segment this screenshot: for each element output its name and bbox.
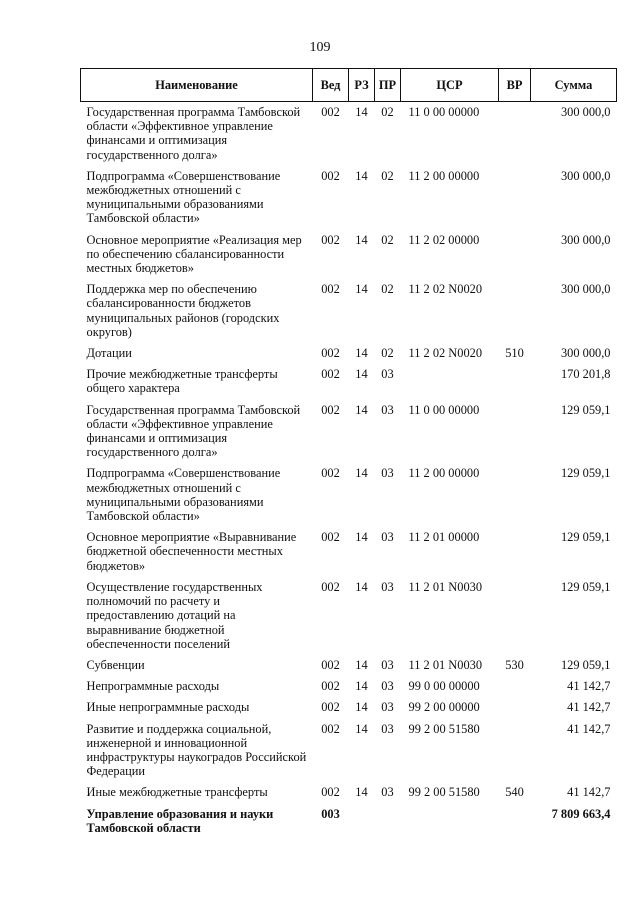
row-ved: 002 (321, 785, 340, 800)
row-vr: 540 (505, 785, 524, 800)
row-pr: 03 (381, 402, 394, 417)
table-row (81, 279, 617, 343)
row-csr: 11 0 00 00000 (408, 402, 480, 417)
row-pr: 03 (381, 721, 394, 736)
row-vr: 530 (505, 657, 524, 672)
row-rz: 14 (355, 232, 368, 247)
row-ved: 002 (321, 105, 340, 119)
page-number: 109 (309, 40, 331, 55)
row-name: Подпрограмма «Совершенствование межбюджетных отношений с муниципальными образованиями Тамбовской области» (86, 168, 281, 226)
row-ved: 002 (321, 721, 340, 736)
row-name: Осуществление государственных полномочий по расчету и предоставлению дотаций на выравнивание бюджетной обеспеченности поселений (86, 579, 263, 651)
row-pr: 02 (381, 346, 394, 361)
row-rz: 14 (355, 105, 368, 119)
row-vr (499, 230, 531, 280)
row-vr (499, 279, 531, 343)
row-sum: 300 000,0 (560, 232, 611, 247)
row-ved: 002 (321, 679, 340, 694)
row-pr: 03 (381, 367, 394, 382)
row-pr: 03 (381, 785, 394, 800)
table-row (81, 719, 617, 783)
row-rz: 14 (355, 530, 368, 545)
row-rz: 14 (355, 346, 368, 361)
row-ved: 002 (321, 657, 340, 672)
table-row (81, 166, 617, 230)
table-row (81, 230, 617, 280)
row-name: Поддержка мер по обеспечению сбалансированности бюджетов муниципальных районов (городских округов) (86, 282, 280, 339)
row-sum: 7 809 663,4 (551, 806, 611, 821)
row-name: Непрограммные расходы (86, 679, 220, 694)
row-ved: 002 (321, 346, 340, 361)
row-ved: 002 (321, 168, 340, 183)
row-name: Развитие и поддержка социальной, инженерной и инновационной инфраструктуры наукоградов Российской Федерации (86, 721, 307, 779)
row-csr (401, 364, 499, 399)
row-rz: 14 (355, 402, 368, 417)
table-row (81, 655, 617, 676)
row-vr (499, 697, 531, 718)
row-csr: 99 2 00 51580 (408, 785, 480, 800)
row-rz: 14 (355, 367, 368, 382)
row-vr (499, 463, 531, 527)
row-name: Государственная программа Тамбовской области «Эффективное управление финансами и оптимизация государственного долга» (86, 105, 301, 162)
row-ved: 002 (321, 367, 340, 382)
row-csr: 11 2 02 N0020 (408, 346, 483, 361)
table-row (81, 343, 617, 364)
row-sum: 41 142,7 (567, 700, 611, 715)
row-pr: 02 (381, 105, 394, 119)
header-rz: РЗ (349, 69, 375, 102)
row-sum: 129 059,1 (560, 657, 611, 672)
row-sum: 41 142,7 (567, 679, 611, 694)
row-rz: 14 (355, 785, 368, 800)
row-rz (349, 804, 375, 839)
table-row (81, 697, 617, 718)
row-vr (499, 577, 531, 655)
row-sum: 300 000,0 (560, 168, 611, 183)
row-sum: 129 059,1 (560, 530, 611, 545)
table-row (81, 400, 617, 464)
row-sum: 129 059,1 (560, 402, 611, 417)
row-name: Иные непрограммные расходы (86, 700, 250, 715)
table-row (81, 804, 617, 839)
row-vr (499, 719, 531, 783)
row-pr: 02 (381, 232, 394, 247)
table-row (81, 782, 617, 803)
row-sum: 129 059,1 (560, 466, 611, 481)
table-row (81, 463, 617, 527)
row-ved: 002 (321, 232, 340, 247)
row-csr: 11 2 01 N0030 (408, 657, 483, 672)
row-name: Управление образования и науки Тамбовской области (86, 806, 274, 835)
row-vr (499, 102, 531, 166)
row-sum: 170 201,8 (560, 367, 611, 382)
row-csr (401, 804, 499, 839)
header-pr: ПР (375, 69, 401, 102)
row-csr: 11 0 00 00000 (408, 105, 480, 119)
row-ved: 002 (321, 579, 340, 594)
row-name: Иные межбюджетные трансферты (86, 785, 268, 800)
row-vr (499, 804, 531, 839)
row-rz: 14 (355, 657, 368, 672)
row-vr (499, 166, 531, 230)
budget-table (80, 68, 617, 839)
row-rz: 14 (355, 466, 368, 481)
row-pr: 03 (381, 657, 394, 672)
header-ved: Вед (313, 69, 349, 102)
row-sum: 300 000,0 (560, 346, 611, 361)
row-ved: 002 (321, 466, 340, 481)
table-body (81, 102, 617, 839)
row-name: Подпрограмма «Совершенствование межбюджетных отношений с муниципальными образованиями Тамбовской области» (86, 466, 281, 524)
header-name: Наименование (81, 69, 313, 102)
row-vr (499, 364, 531, 399)
row-csr: 11 2 02 00000 (408, 232, 480, 247)
row-pr: 03 (381, 466, 394, 481)
row-sum: 41 142,7 (567, 785, 611, 800)
row-csr: 11 2 01 N0030 (408, 579, 483, 594)
row-sum: 300 000,0 (560, 282, 611, 297)
row-csr: 11 2 00 00000 (408, 466, 480, 481)
row-ved: 002 (321, 282, 340, 297)
header-vr: ВР (499, 69, 531, 102)
row-name: Государственная программа Тамбовской области «Эффективное управление финансами и оптимизация государственного долга» (86, 402, 301, 460)
table-row (81, 676, 617, 697)
row-rz: 14 (355, 168, 368, 183)
row-name: Дотации (86, 346, 132, 361)
table-header-row (81, 69, 617, 102)
table-row (81, 577, 617, 655)
header-csr: ЦСР (401, 69, 499, 102)
row-name: Основное мероприятие «Реализация мер по обеспечению сбалансированности местных бюджетов» (86, 232, 302, 276)
row-csr: 99 0 00 00000 (408, 679, 480, 694)
row-pr: 02 (381, 168, 394, 183)
row-ved: 002 (321, 530, 340, 545)
row-ved: 002 (321, 402, 340, 417)
row-pr: 03 (381, 700, 394, 715)
row-sum: 300 000,0 (560, 105, 611, 119)
row-rz: 14 (355, 700, 368, 715)
row-name: Субвенции (86, 657, 145, 672)
table-row (81, 364, 617, 399)
row-pr (375, 804, 401, 839)
row-pr: 03 (381, 679, 394, 694)
table-row (81, 527, 617, 577)
row-name: Основное мероприятие «Выравнивание бюджетной обеспеченности местных бюджетов» (86, 530, 297, 573)
row-ved: 003 (321, 806, 340, 821)
row-rz: 14 (355, 579, 368, 594)
row-rz: 14 (355, 721, 368, 736)
row-vr (499, 400, 531, 464)
row-rz: 14 (355, 282, 368, 297)
row-pr: 03 (381, 530, 394, 545)
row-pr: 02 (381, 282, 394, 297)
row-csr: 11 2 02 N0020 (408, 282, 483, 297)
row-pr: 03 (381, 579, 394, 594)
row-name: Прочие межбюджетные трансферты общего характера (86, 367, 278, 396)
row-sum: 41 142,7 (567, 721, 611, 736)
header-sum: Сумма (531, 69, 617, 102)
row-rz: 14 (355, 679, 368, 694)
row-csr: 11 2 00 00000 (408, 168, 480, 183)
row-csr: 11 2 01 00000 (408, 530, 480, 545)
row-ved: 002 (321, 700, 340, 715)
table-row (81, 102, 617, 166)
row-csr: 99 2 00 51580 (408, 721, 480, 736)
row-csr: 99 2 00 00000 (408, 700, 480, 715)
row-vr (499, 676, 531, 697)
row-vr (499, 527, 531, 577)
row-sum: 129 059,1 (560, 579, 611, 594)
row-vr: 510 (505, 346, 524, 361)
